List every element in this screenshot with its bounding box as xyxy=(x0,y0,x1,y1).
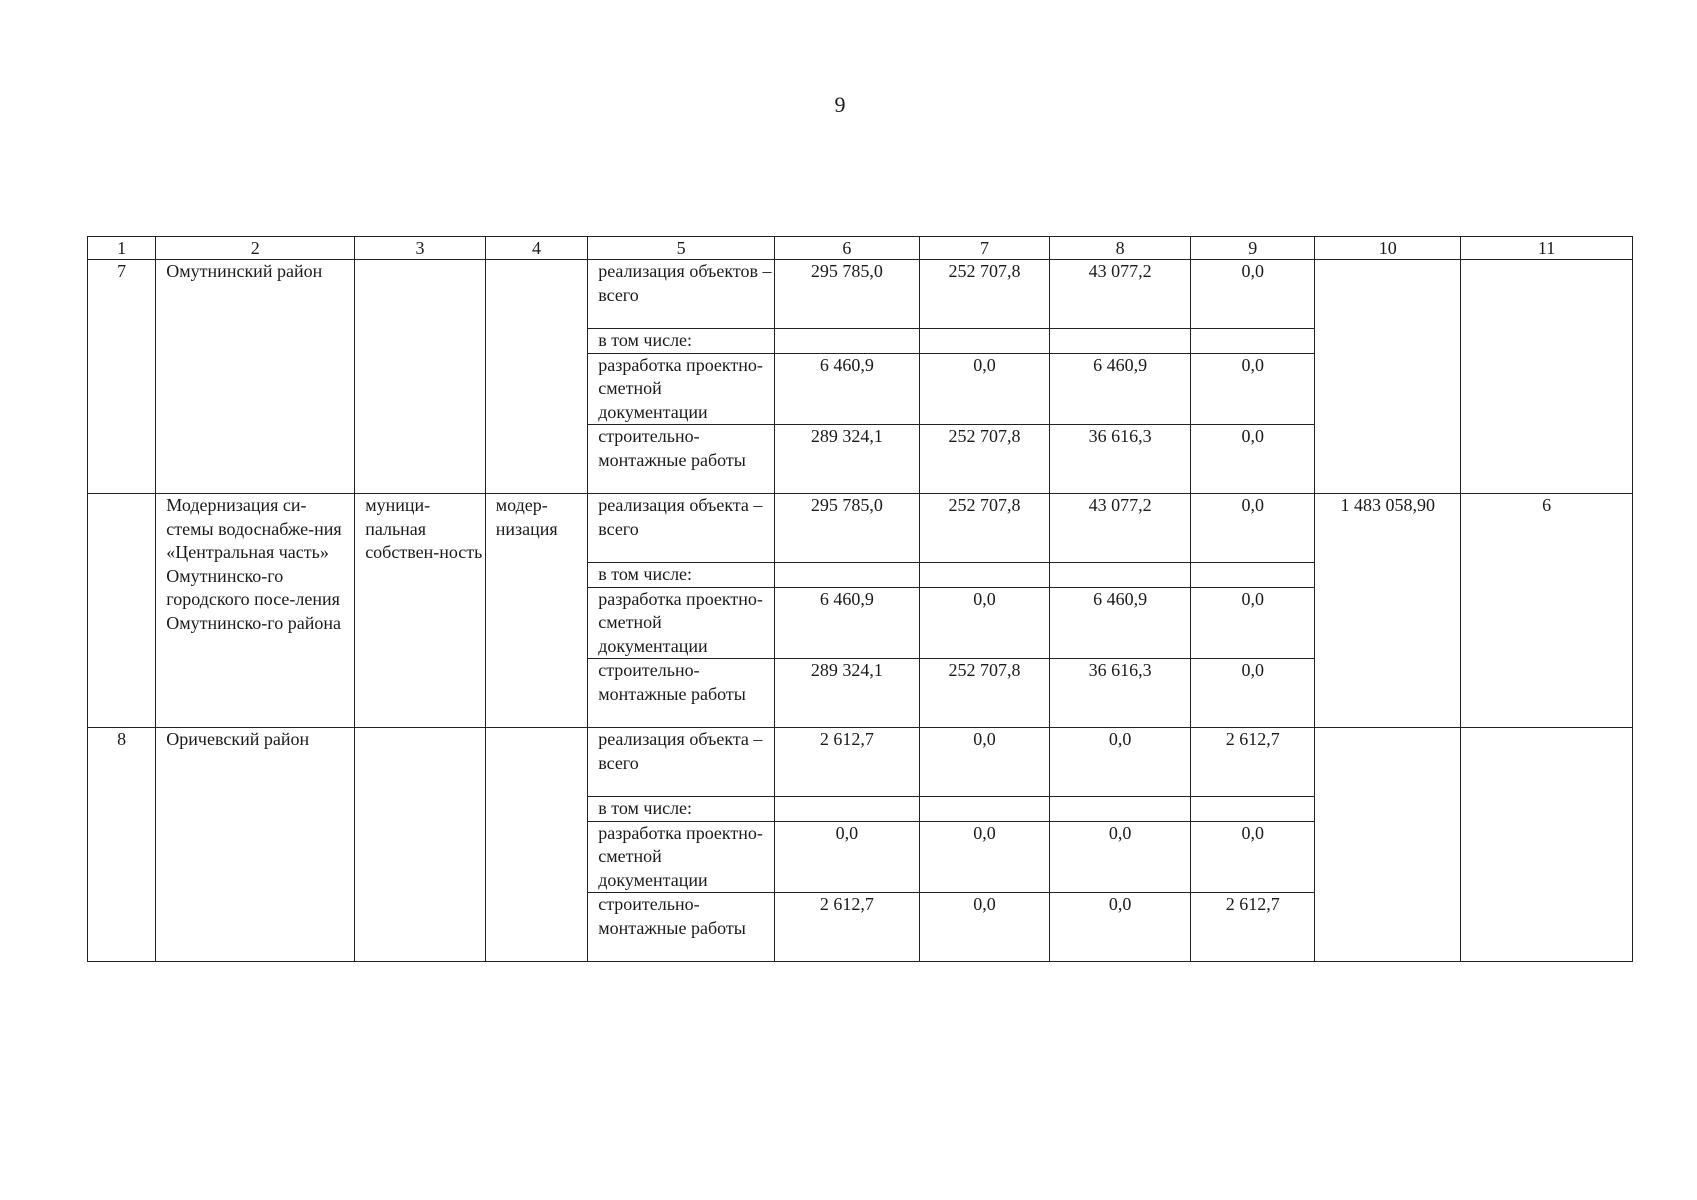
work-type-cell xyxy=(485,728,587,962)
row-index: 7 xyxy=(88,260,156,494)
value-col9 xyxy=(1190,563,1315,588)
value-col6: 289 324,1 xyxy=(775,425,920,494)
object-name: Омутнинский район xyxy=(156,260,355,494)
value-col6: 6 460,9 xyxy=(775,353,920,425)
value-col7: 252 707,8 xyxy=(919,659,1050,728)
value-col9 xyxy=(1190,329,1315,354)
capacity-cell: 6 xyxy=(1461,494,1633,728)
value-col8: 36 616,3 xyxy=(1050,425,1191,494)
value-col8 xyxy=(1050,329,1191,354)
value-col7 xyxy=(919,563,1050,588)
column-header: 6 xyxy=(775,237,920,260)
value-col9: 0,0 xyxy=(1190,260,1315,329)
value-col8: 0,0 xyxy=(1050,728,1191,797)
value-col9: 0,0 xyxy=(1190,425,1315,494)
row-label: строительно-монтажные работы xyxy=(588,425,775,494)
cost-cell: 1 483 058,90 xyxy=(1315,494,1461,728)
row-index: 8 xyxy=(88,728,156,962)
value-col7: 0,0 xyxy=(919,353,1050,425)
value-col9: 0,0 xyxy=(1190,659,1315,728)
value-col7: 252 707,8 xyxy=(919,425,1050,494)
column-header: 3 xyxy=(355,237,486,260)
value-col6: 289 324,1 xyxy=(775,659,920,728)
value-col9: 0,0 xyxy=(1190,494,1315,563)
row-label: реализация объекта – всего xyxy=(588,728,775,797)
value-col7: 0,0 xyxy=(919,587,1050,659)
value-col6: 2 612,7 xyxy=(775,728,920,797)
value-col7: 0,0 xyxy=(919,893,1050,962)
value-col6 xyxy=(775,563,920,588)
value-col8 xyxy=(1050,563,1191,588)
column-header: 8 xyxy=(1050,237,1191,260)
column-header: 2 xyxy=(156,237,355,260)
value-col9: 0,0 xyxy=(1190,353,1315,425)
value-col9: 0,0 xyxy=(1190,587,1315,659)
column-header: 10 xyxy=(1315,237,1461,260)
row-label: реализация объекта – всего xyxy=(588,494,775,563)
value-col8: 43 077,2 xyxy=(1050,494,1191,563)
value-col7: 252 707,8 xyxy=(919,494,1050,563)
value-col8: 0,0 xyxy=(1050,821,1191,893)
work-type-cell: модер-низация xyxy=(485,494,587,728)
row-label: строительно-монтажные работы xyxy=(588,659,775,728)
ownership-cell xyxy=(355,260,486,494)
row-label: разработка проектно-сметной документации xyxy=(588,353,775,425)
value-col7: 0,0 xyxy=(919,728,1050,797)
value-col6: 6 460,9 xyxy=(775,587,920,659)
value-col6 xyxy=(775,329,920,354)
column-header: 11 xyxy=(1461,237,1633,260)
value-col8: 0,0 xyxy=(1050,893,1191,962)
value-col6: 295 785,0 xyxy=(775,260,920,329)
value-col6: 2 612,7 xyxy=(775,893,920,962)
capacity-cell xyxy=(1461,260,1633,494)
work-type-cell xyxy=(485,260,587,494)
row-label: строительно-монтажные работы xyxy=(588,893,775,962)
value-col9: 2 612,7 xyxy=(1190,728,1315,797)
value-col7: 0,0 xyxy=(919,821,1050,893)
capacity-cell xyxy=(1461,728,1633,962)
table-row xyxy=(88,494,1633,563)
row-index xyxy=(88,494,156,728)
object-name: Модернизация си-стемы водоснабже-ния «Центральная часть» Омутнинско-го городского посе-ления Омутнинско-го района xyxy=(156,494,355,728)
value-col8: 36 616,3 xyxy=(1050,659,1191,728)
value-col9: 2 612,7 xyxy=(1190,893,1315,962)
table-row xyxy=(88,728,1633,797)
value-col8: 6 460,9 xyxy=(1050,587,1191,659)
value-col8: 43 077,2 xyxy=(1050,260,1191,329)
column-header: 9 xyxy=(1190,237,1315,260)
row-label: разработка проектно-сметной документации xyxy=(588,821,775,893)
row-label: реализация объектов – всего xyxy=(588,260,775,329)
value-col9 xyxy=(1190,797,1315,822)
ownership-cell xyxy=(355,728,486,962)
row-label: разработка проектно-сметной документации xyxy=(588,587,775,659)
page-number: 9 xyxy=(834,92,846,117)
value-col9: 0,0 xyxy=(1190,821,1315,893)
value-col8: 6 460,9 xyxy=(1050,353,1191,425)
value-col7 xyxy=(919,329,1050,354)
ownership-cell: муници-пальная собствен-ность xyxy=(355,494,486,728)
column-header: 1 xyxy=(88,237,156,260)
cost-cell xyxy=(1315,260,1461,494)
value-col8 xyxy=(1050,797,1191,822)
value-col6 xyxy=(775,797,920,822)
row-label: в том числе: xyxy=(588,797,775,822)
column-header: 7 xyxy=(919,237,1050,260)
value-col6: 0,0 xyxy=(775,821,920,893)
table-row xyxy=(88,260,1633,329)
object-name: Оричевский район xyxy=(156,728,355,962)
column-header: 4 xyxy=(485,237,587,260)
value-col6: 295 785,0 xyxy=(775,494,920,563)
column-header: 5 xyxy=(588,237,775,260)
row-label: в том числе: xyxy=(588,329,775,354)
row-label: в том числе: xyxy=(588,563,775,588)
column-number-row xyxy=(88,237,1633,260)
value-col7: 252 707,8 xyxy=(919,260,1050,329)
investment-table xyxy=(87,236,1633,962)
value-col7 xyxy=(919,797,1050,822)
cost-cell xyxy=(1315,728,1461,962)
